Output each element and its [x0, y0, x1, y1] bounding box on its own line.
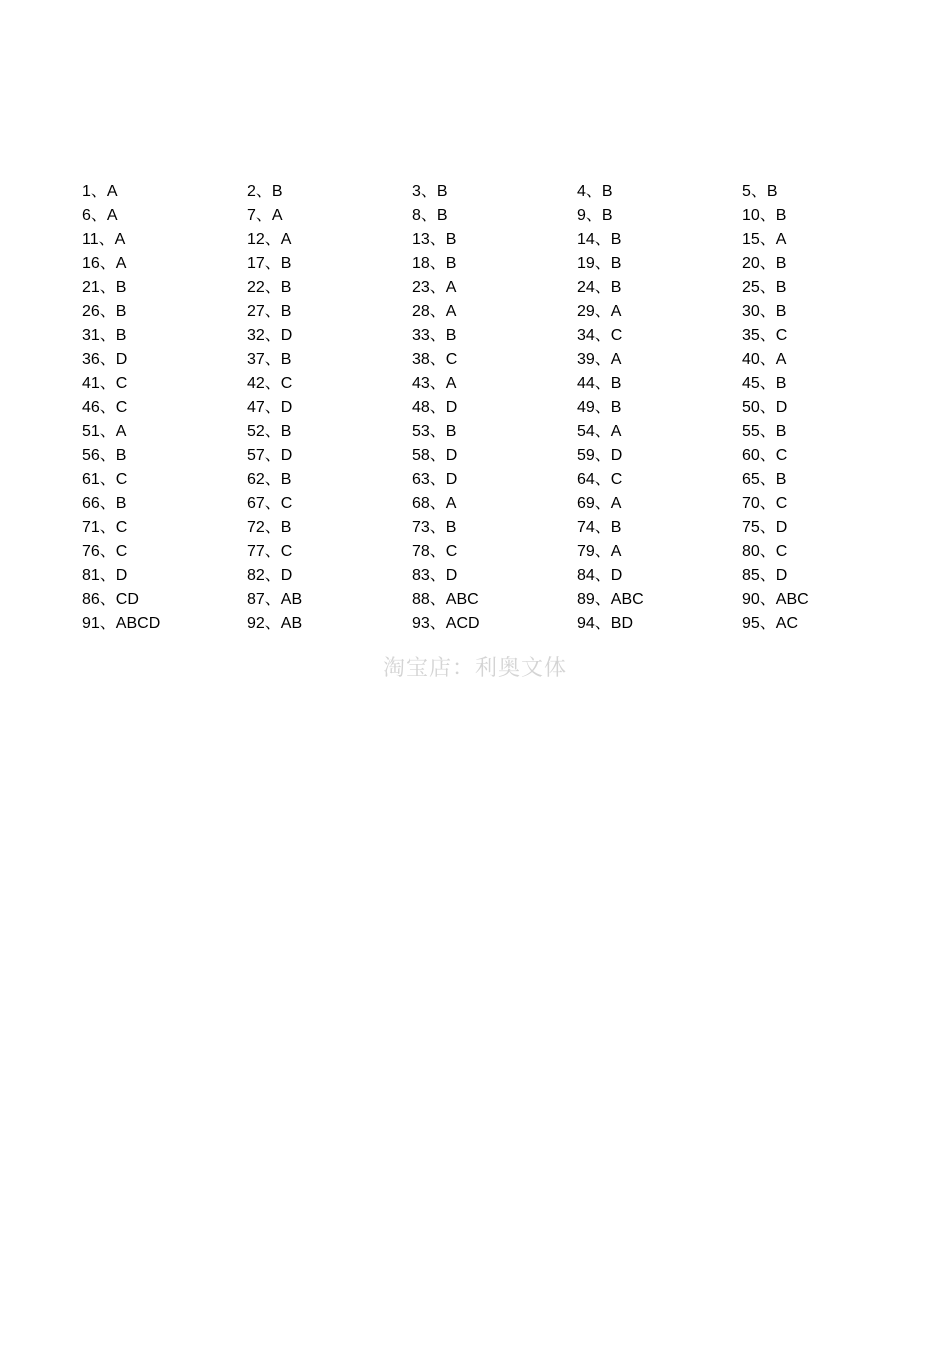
answer-item: 90、ABC: [742, 591, 809, 608]
answer-item: 34、C: [577, 327, 623, 344]
answer-item: 59、D: [577, 447, 623, 464]
answer-item: 24、B: [577, 279, 622, 296]
answer-item: 78、C: [412, 543, 458, 560]
answer-item: 72、B: [247, 519, 292, 536]
answer-item: 50、D: [742, 399, 788, 416]
answer-item: 14、B: [577, 231, 622, 248]
answer-item: 29、A: [577, 303, 622, 320]
answer-item: 42、C: [247, 375, 293, 392]
answer-item: 49、B: [577, 399, 622, 416]
answer-item: 15、A: [742, 231, 787, 248]
answer-item: 30、B: [742, 303, 787, 320]
answer-item: 12、A: [247, 231, 292, 248]
shop-watermark: 淘宝店：利奥文体: [382, 656, 567, 681]
answer-item: 63、D: [412, 471, 458, 488]
answer-item: 95、AC: [742, 615, 799, 632]
answer-item: 66、B: [82, 495, 127, 512]
answer-item: 27、B: [247, 303, 292, 320]
answer-item: 25、B: [742, 279, 787, 296]
answer-item: 55、B: [742, 423, 787, 440]
answer-item: 82、D: [247, 567, 293, 584]
answer-item: 92、AB: [247, 615, 303, 632]
answer-item: 87、AB: [247, 591, 303, 608]
answer-item: 17、B: [247, 255, 292, 272]
answer-item: 37、B: [247, 351, 292, 368]
answer-item: 68、A: [412, 495, 457, 512]
answer-item: 31、B: [82, 327, 127, 344]
answer-item: 35、C: [742, 327, 788, 344]
answer-item: 44、B: [577, 375, 622, 392]
answer-item: 41、C: [82, 375, 128, 392]
answer-item: 1、A: [82, 183, 118, 200]
answer-item: 79、A: [577, 543, 622, 560]
answer-item: 8、B: [412, 207, 448, 224]
answer-item: 51、A: [82, 423, 127, 440]
answer-item: 69、A: [577, 495, 622, 512]
answer-item: 67、C: [247, 495, 293, 512]
answer-item: 33、B: [412, 327, 457, 344]
answer-item: 9、B: [577, 207, 613, 224]
answer-item: 11、A: [82, 231, 126, 248]
answer-item: 32、D: [247, 327, 293, 344]
answer-item: 19、B: [577, 255, 622, 272]
answer-item: 77、C: [247, 543, 293, 560]
answer-item: 20、B: [742, 255, 787, 272]
answer-item: 21、B: [82, 279, 127, 296]
answer-item: 10、B: [742, 207, 787, 224]
answer-item: 13、B: [412, 231, 457, 248]
answer-item: 89、ABC: [577, 591, 644, 608]
answer-item: 46、C: [82, 399, 128, 416]
answer-item: 83、D: [412, 567, 458, 584]
answer-item: 4、B: [577, 183, 613, 200]
answer-item: 2、B: [247, 183, 283, 200]
answer-item: 60、C: [742, 447, 788, 464]
answer-item: 53、B: [412, 423, 457, 440]
answer-item: 62、B: [247, 471, 292, 488]
answer-item: 23、A: [412, 279, 457, 296]
answer-item: 76、C: [82, 543, 128, 560]
answer-item: 56、B: [82, 447, 127, 464]
answer-item: 18、B: [412, 255, 457, 272]
answer-item: 93、ACD: [412, 615, 480, 632]
answer-item: 38、C: [412, 351, 458, 368]
answer-item: 22、B: [247, 279, 292, 296]
answer-item: 85、D: [742, 567, 788, 584]
answer-item: 47、D: [247, 399, 293, 416]
answer-item: 91、ABCD: [82, 615, 161, 632]
answer-item: 54、A: [577, 423, 622, 440]
answer-item: 3、B: [412, 183, 448, 200]
answer-item: 6、A: [82, 207, 118, 224]
answer-item: 48、D: [412, 399, 458, 416]
answer-item: 70、C: [742, 495, 788, 512]
answer-item: 26、B: [82, 303, 127, 320]
answer-key-grid: [82, 180, 912, 636]
answer-item: 71、C: [82, 519, 128, 536]
answer-item: 16、A: [82, 255, 127, 272]
answer-item: 81、D: [82, 567, 128, 584]
answer-item: 61、C: [82, 471, 128, 488]
answer-item: 52、B: [247, 423, 292, 440]
answer-item: 45、B: [742, 375, 787, 392]
answer-item: 75、D: [742, 519, 788, 536]
answer-item: 39、A: [577, 351, 622, 368]
answer-item: 57、D: [247, 447, 293, 464]
answer-item: 84、D: [577, 567, 623, 584]
answer-item: 73、B: [412, 519, 457, 536]
answer-item: 86、CD: [82, 591, 139, 608]
answer-item: 58、D: [412, 447, 458, 464]
answer-item: 40、A: [742, 351, 787, 368]
answer-item: 7、A: [247, 207, 283, 224]
answer-item: 88、ABC: [412, 591, 479, 608]
answer-item: 94、BD: [577, 615, 634, 632]
answer-item: 36、D: [82, 351, 128, 368]
answer-item: 80、C: [742, 543, 788, 560]
answer-item: 28、A: [412, 303, 457, 320]
answer-item: 64、C: [577, 471, 623, 488]
answer-item: 65、B: [742, 471, 787, 488]
answer-item: 5、B: [742, 183, 778, 200]
answer-item: 74、B: [577, 519, 622, 536]
answer-item: 43、A: [412, 375, 457, 392]
